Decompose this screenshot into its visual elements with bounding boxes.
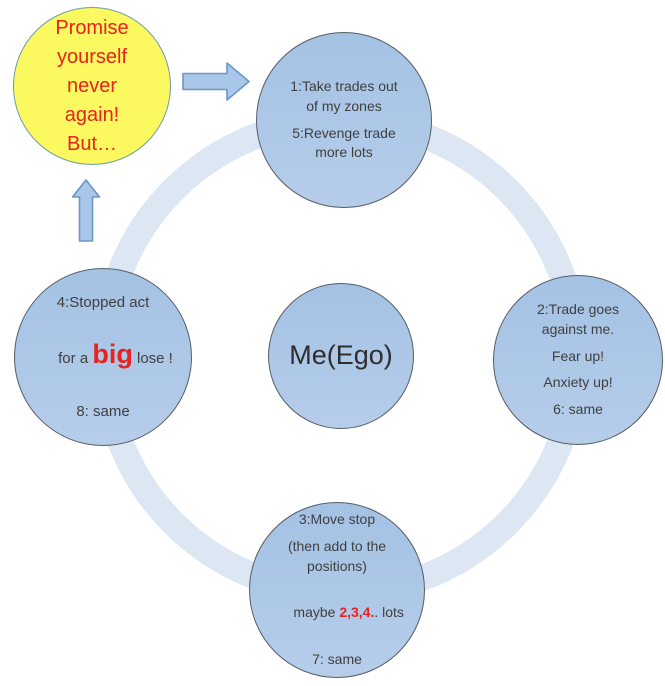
node-line: positions) (307, 557, 367, 574)
block-arrow-right-icon (183, 63, 249, 100)
node-line: 4:Stopped act (56, 293, 150, 311)
node-step-1-5 (256, 32, 432, 208)
node-paragraph (537, 300, 619, 340)
line-prefix: for a (58, 350, 93, 368)
line-suffix: lose ! (132, 350, 173, 368)
promise-line: never (66, 74, 118, 97)
center-label: Me(Ego) (289, 340, 393, 371)
node-line: of my zones (306, 97, 382, 114)
node-line: 8: same (76, 402, 130, 420)
node-step-3-7 (249, 502, 425, 678)
node-line: 2:Trade goes (537, 300, 619, 317)
node-line: 3:Move stop (298, 510, 376, 527)
node-line-emphasis (33, 320, 173, 391)
node-line: Anxiety up! (543, 374, 613, 391)
promise-line: again! (64, 103, 120, 126)
big-red-word: big (92, 339, 133, 370)
line-prefix: maybe (293, 604, 340, 621)
node-line: against me. (541, 320, 615, 337)
node-line: 5:Revenge trade (292, 124, 396, 141)
promise-line: Promise (55, 16, 129, 39)
node-promise (13, 7, 171, 165)
node-center-ego (268, 283, 414, 429)
node-line: 7: same (312, 651, 362, 668)
node-paragraph (288, 537, 386, 577)
node-step-4-8 (14, 268, 192, 446)
node-paragraph (292, 124, 396, 164)
node-line: 6: same (553, 401, 603, 418)
red-numbers: 2,3,4. (339, 604, 375, 621)
node-line-emphasis (270, 584, 404, 644)
node-step-2-6 (493, 275, 663, 445)
promise-line: But… (66, 132, 118, 155)
node-line: more lots (315, 144, 373, 161)
node-line: Fear up! (551, 347, 605, 364)
node-line: (then add to the (287, 537, 387, 554)
line-suffix: . lots (374, 604, 404, 621)
block-arrow-up-icon (73, 180, 100, 241)
node-line: 1:Take trades out (290, 77, 398, 94)
promise-line: yourself (56, 45, 128, 68)
node-paragraph (290, 77, 397, 117)
